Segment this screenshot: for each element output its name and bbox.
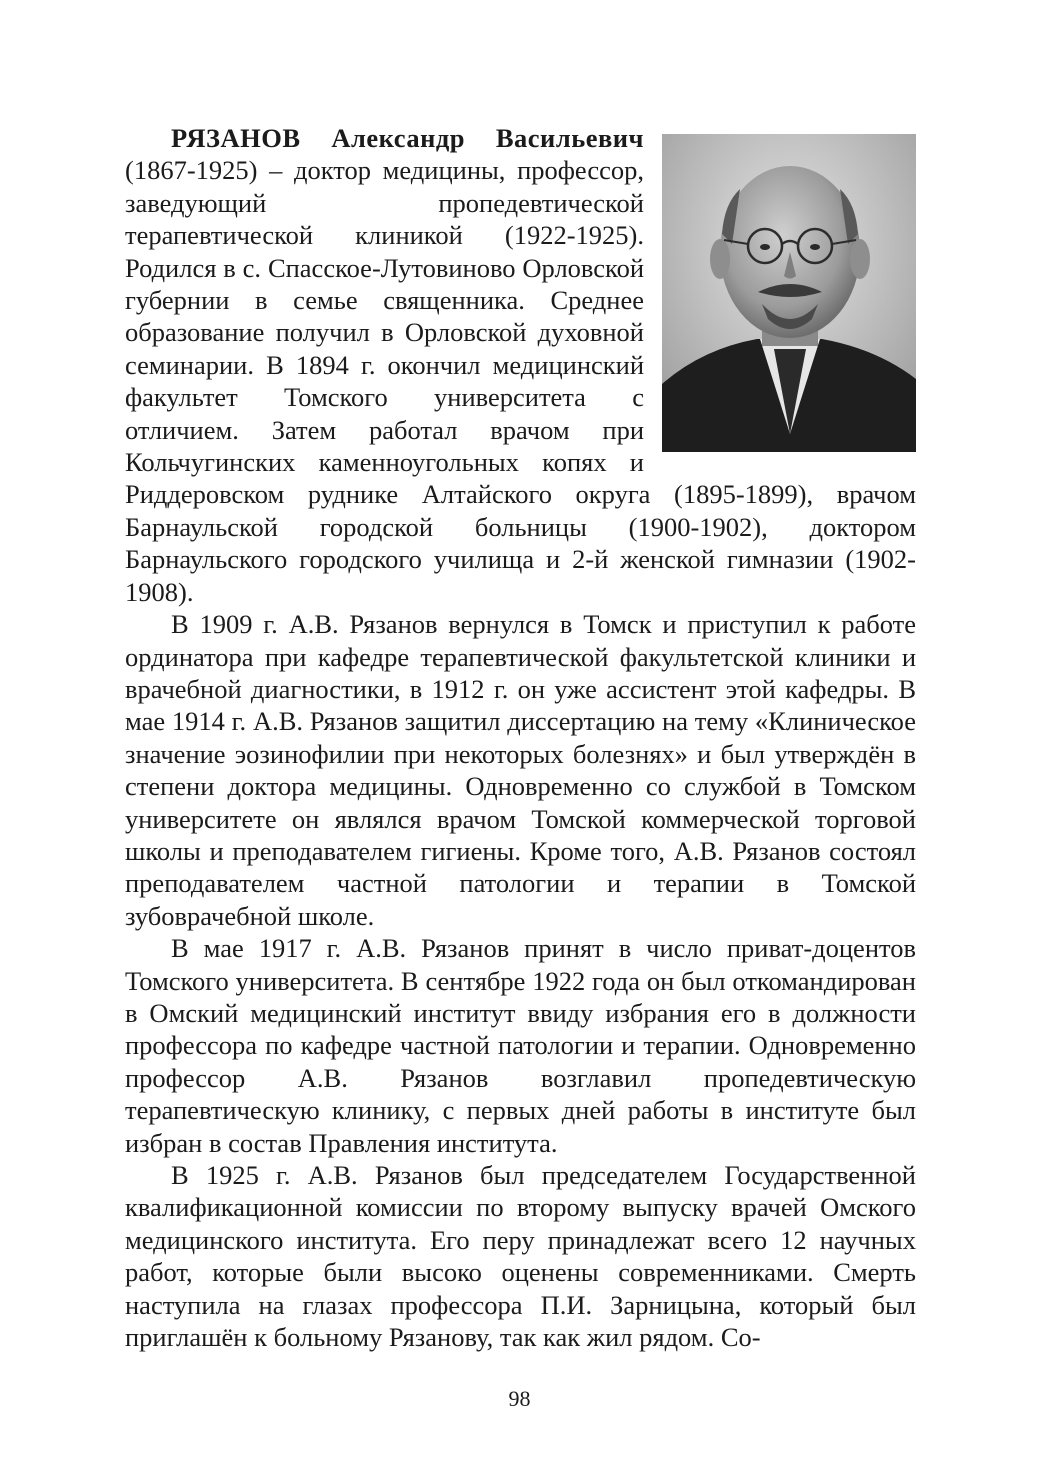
intro-text: (1867-1925) – доктор медицины, профессор, заведующий пропедевтической терапевтической клиникой (1922-1925). Родился в с. Спасское-Лутовиново Орловской губернии в семье священника. Среднее образование получил в Орловской духовной семинарии. В 1894 г. окончил медицинский факультет Томского университета с отличием. Затем работал врачом при Кольчугинских каменноугольных копях и Риддеровском руднике Алтайского округа (1895-1899), врачом Барнаульской городской больницы (1900-1902), доктором Барнаульского городского училища и 2-й женской гимназии (1902-1908).: [125, 155, 916, 607]
paragraph-3: В 1925 г. А.В. Рязанов был председателем Государственной квалификационной комиссии по второму выпуску врачей Омского медицинского института. Его перу принадлежат всего 12 научных работ, которые были высоко оценены современниками. Смерть наступила на глазах профессора П.И. Зарницына, который был приглашён к больному Рязанову, так как жил рядом. Со-: [125, 1160, 916, 1353]
paragraph-1: В 1909 г. А.В. Рязанов вернулся в Томск и приступил к работе ординатора при кафедре терапевтической факультетской клиники и врачебной диагностики, в 1912 г. он уже ассистент этой кафедры. В мае 1914 г. А.В. Рязанов защитил диссертацию на тему «Клиническое значение эозинофилии при некоторых болезнях» и был утверждён в степени доктора медицины. Одновременно со службой в Томском университете он являлся врачом Томской коммерческой торговой школы и преподавателем гигиены. Кроме того, А.В. Рязанов состоял преподавателем частной патологии и терапии в Томской зубоврачебной школе.: [125, 609, 916, 931]
paragraph-2: В мае 1917 г. А.В. Рязанов принят в число приват-доцентов Томского университета. В сентябре 1922 года он был откомандирован в Омский медицинский институт ввиду избрания его в должности профессора по кафедре частной патологии и терапии. Одновременно профессор А.В. Рязанов возглавил пропедевтическую терапевтическую клинику, с первых дней работы в институте был избран в состав Правления института.: [125, 933, 916, 1158]
person-name: РЯЗАНОВ Александр Васильевич: [171, 123, 644, 153]
page-number: 98: [508, 1386, 531, 1411]
article-text: [125, 122, 916, 1353]
portrait-image: [662, 134, 916, 452]
portrait-photo: [662, 134, 916, 452]
